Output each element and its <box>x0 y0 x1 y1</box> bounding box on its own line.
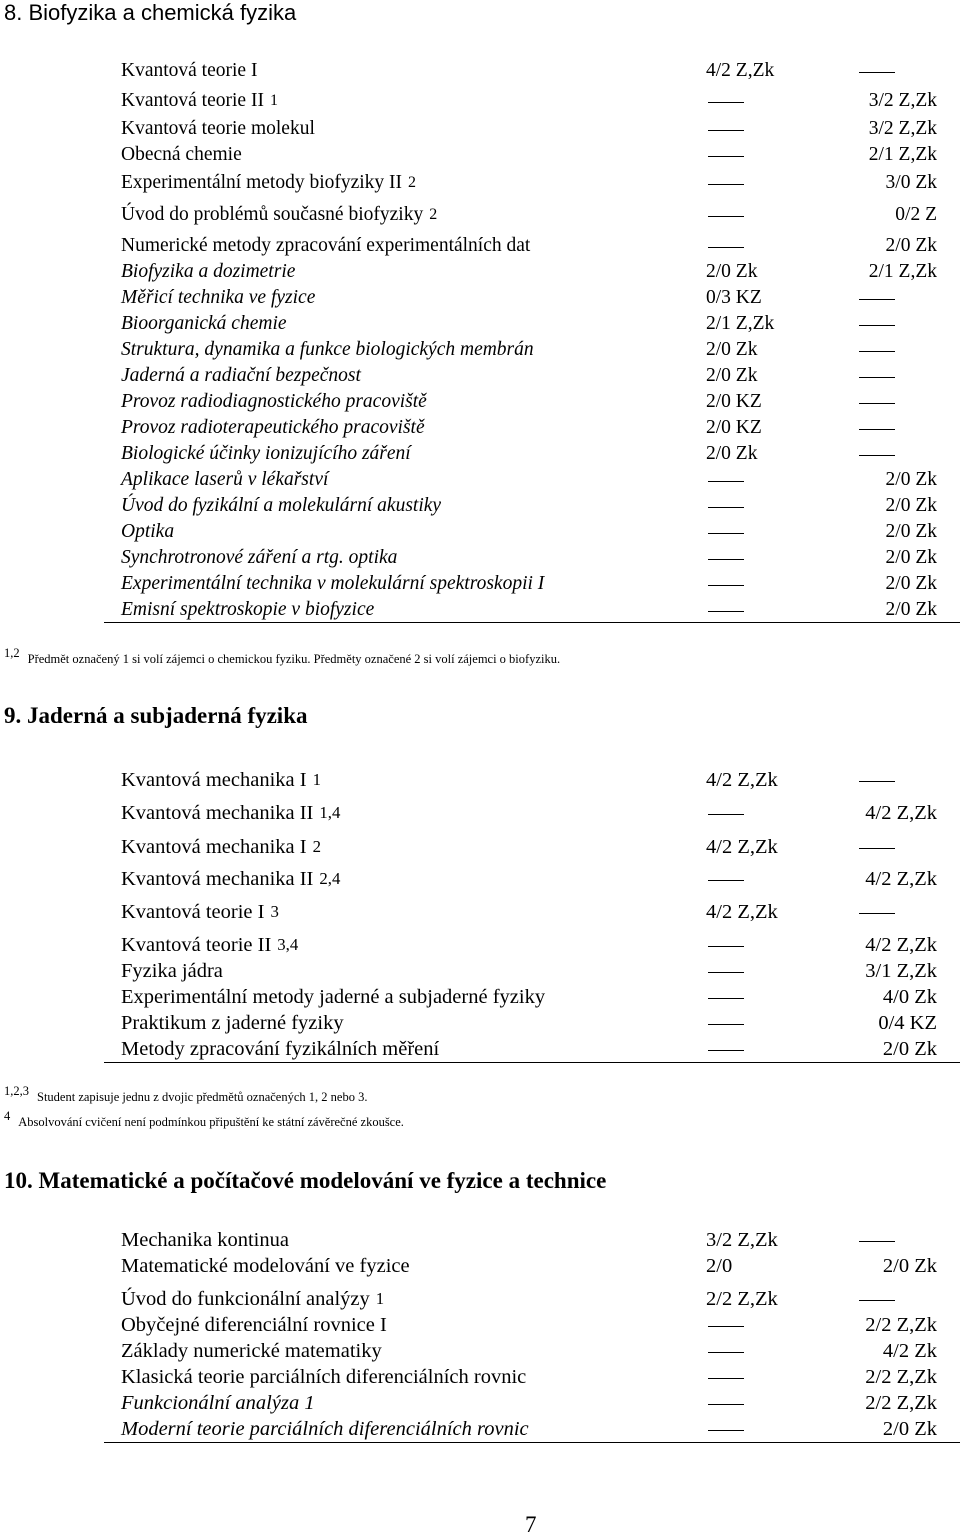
course-name <box>121 1036 439 1062</box>
winter-hours: 2/2 Z,Zk <box>706 1288 778 1310</box>
table-row <box>0 1253 960 1279</box>
course-name-text: Moderní teorie parciálních diferenciálních rovnic <box>121 1418 529 1440</box>
footnote-ref: 1 <box>312 770 321 789</box>
course-name-text: Biofyzika a dozimetrie <box>121 261 296 282</box>
course-name <box>121 1227 289 1253</box>
summer-hours: 3/1 Z,Zk <box>865 960 937 982</box>
course-name-text: Úvod do fyzikální a molekulární akustiky <box>121 495 442 516</box>
course-name-text: Úvod do problémů současné biofyziky <box>121 204 424 225</box>
winter-dash <box>708 130 744 131</box>
winter-hours: 2/0 KZ <box>706 391 762 412</box>
table-row <box>0 834 960 860</box>
footnote-ref: 1 <box>375 1289 385 1308</box>
winter-dash <box>708 1352 744 1353</box>
section10-title: 10. Matematické a počítačové modelování ve fyzice a technice <box>4 1168 607 1193</box>
summer-hours: 3/2 Z,Zk <box>868 118 937 139</box>
winter-hours: 2/0 Zk <box>706 365 758 386</box>
winter-dash <box>708 156 744 157</box>
footnote-ref: 3,4 <box>277 935 299 954</box>
course-name-text: Matematické modelování ve fyzice <box>121 1255 410 1277</box>
course-name-text: Optika <box>121 521 175 542</box>
course-name <box>121 415 425 441</box>
table-row <box>0 58 960 84</box>
winter-dash <box>708 1050 744 1051</box>
course-name-text: Měřicí technika ve fyzice <box>121 287 316 308</box>
table-row <box>0 984 960 1010</box>
table-row <box>0 800 960 826</box>
page-number: 7 <box>525 1512 537 1537</box>
course-name-text: Biologické účinky ionizujícího záření <box>121 443 411 464</box>
course-name-text: Kvantová teorie molekul <box>121 118 315 139</box>
winter-dash <box>708 1430 744 1431</box>
course-name <box>121 116 315 142</box>
table-row <box>0 1416 960 1442</box>
winter-dash <box>708 533 744 534</box>
course-name <box>121 834 321 860</box>
summer-dash <box>859 848 895 849</box>
section8-rule <box>104 622 960 623</box>
table-row <box>0 1286 960 1312</box>
table-row <box>0 170 960 196</box>
course-name-text: Obecná chemie <box>121 144 242 165</box>
course-name-text: Bioorganická chemie <box>121 313 287 334</box>
section8-footnote <box>4 646 561 667</box>
course-name <box>121 493 441 519</box>
winter-dash <box>708 880 744 881</box>
winter-dash <box>708 998 744 999</box>
table-row <box>0 958 960 984</box>
summer-hours: 2/0 Zk <box>885 521 937 542</box>
winter-hours: 4/2 Z,Zk <box>706 836 778 858</box>
course-name-text: Provoz radioterapeutického pracoviště <box>121 417 425 438</box>
course-name-text: Experimentální metody jaderné a subjaderné fyziky <box>121 986 546 1008</box>
table-row <box>0 1227 960 1253</box>
winter-dash <box>708 946 744 947</box>
winter-hours: 2/0 Zk <box>706 339 758 360</box>
summer-hours: 0/2 Z <box>895 204 937 225</box>
course-name <box>121 958 223 984</box>
course-name <box>121 1010 344 1036</box>
summer-hours: 2/0 Zk <box>885 599 937 620</box>
summer-hours: 3/2 Z,Zk <box>868 90 937 111</box>
course-name <box>121 363 361 389</box>
course-name-text: Numerické metody zpracování experimentálních dat <box>121 235 531 256</box>
table-row <box>0 571 960 597</box>
course-name-text: Experimentální technika v molekulární spektroskopii I <box>121 573 545 594</box>
table-row <box>0 866 960 892</box>
course-name-text: Kvantová mechanika II <box>121 802 314 824</box>
course-name <box>121 597 374 623</box>
winter-dash <box>708 814 744 815</box>
summer-dash <box>859 455 895 456</box>
table-row <box>0 545 960 571</box>
table-row <box>0 88 960 114</box>
table-row <box>0 311 960 337</box>
course-name <box>121 571 544 597</box>
footnote-ref: 2,4 <box>319 869 341 888</box>
footnote-ref: 1,4 <box>319 803 341 822</box>
winter-hours: 3/2 Z,Zk <box>706 1229 778 1251</box>
table-row <box>0 1390 960 1416</box>
winter-dash <box>708 611 744 612</box>
summer-hours: 4/2 Z,Zk <box>865 802 937 824</box>
course-name <box>121 984 545 1010</box>
summer-dash <box>859 377 895 378</box>
course-name-text: Kvantová teorie I <box>121 60 258 81</box>
course-name <box>121 233 530 259</box>
table-row <box>0 363 960 389</box>
footnote-text: Absolvování cvičení není podmínkou připuštění ke státní závěrečné zkoušce. <box>18 1115 404 1129</box>
section10-rule <box>104 1442 960 1443</box>
course-name <box>121 866 341 892</box>
section9-footnote-2 <box>4 1109 404 1130</box>
section8-title: 8. Biofyzika a chemická fyzika <box>4 0 297 25</box>
section9-rule <box>104 1062 960 1063</box>
section9-title: 9. Jaderná a subjaderná fyzika <box>4 703 308 728</box>
table-row <box>0 142 960 168</box>
table-row <box>0 233 960 259</box>
summer-hours: 2/0 Zk <box>885 573 937 594</box>
course-name-text: Kvantová teorie II <box>121 934 272 956</box>
summer-hours: 2/0 Zk <box>882 1255 937 1277</box>
summer-dash <box>859 429 895 430</box>
course-name <box>121 88 278 114</box>
summer-dash <box>859 72 895 73</box>
footnote-ref: 2 <box>312 837 321 856</box>
summer-dash <box>859 351 895 352</box>
winter-dash <box>708 1404 744 1405</box>
course-name <box>121 259 295 285</box>
summer-hours: 2/2 Z,Zk <box>865 1392 937 1414</box>
course-name <box>121 899 279 925</box>
course-name-text: Experimentální metody biofyziky II <box>121 172 403 193</box>
course-name-text: Fyzika jádra <box>121 960 223 982</box>
winter-dash <box>708 972 744 973</box>
winter-hours: 4/2 Z,Zk <box>706 901 778 923</box>
winter-dash <box>708 1326 744 1327</box>
summer-dash <box>859 1300 895 1301</box>
summer-dash <box>859 325 895 326</box>
summer-dash <box>859 1241 895 1242</box>
course-name <box>121 1253 410 1279</box>
footnote-marker: 1,2,3 <box>4 1084 29 1098</box>
course-name <box>121 467 328 493</box>
winter-dash <box>708 585 744 586</box>
course-name-text: Funkcionální analýza 1 <box>121 1392 315 1414</box>
summer-hours: 0/4 KZ <box>878 1012 937 1034</box>
footnote-marker: 1,2 <box>4 646 20 660</box>
table-row <box>0 1010 960 1036</box>
table-row <box>0 597 960 623</box>
course-name <box>121 767 321 793</box>
summer-dash <box>859 299 895 300</box>
course-name <box>121 337 534 363</box>
winter-dash <box>708 216 744 217</box>
footnote-text: Předmět označený 1 si volí zájemci o chemickou fyziku. Předměty označené 2 si volí zájemci o biofyziku. <box>27 652 561 666</box>
course-name <box>121 545 397 571</box>
winter-hours: 4/2 Z,Zk <box>706 60 775 81</box>
winter-dash <box>708 102 744 103</box>
course-name <box>121 932 299 958</box>
course-name-text: Mechanika kontinua <box>121 1229 289 1251</box>
winter-dash <box>708 1378 744 1379</box>
course-name <box>121 441 411 467</box>
summer-hours: 2/0 Zk <box>882 1038 937 1060</box>
table-row <box>0 389 960 415</box>
table-row <box>0 1364 960 1390</box>
summer-hours: 2/1 Z,Zk <box>868 144 937 165</box>
course-name <box>121 285 315 311</box>
winter-hours: 2/0 <box>706 1255 733 1277</box>
course-name <box>121 311 287 337</box>
summer-dash <box>859 403 895 404</box>
table-row <box>0 259 960 285</box>
summer-hours: 4/2 Z,Zk <box>865 934 937 956</box>
table-row <box>0 1338 960 1364</box>
winter-hours: 2/1 Z,Zk <box>706 313 775 334</box>
summer-hours: 2/0 Zk <box>885 547 937 568</box>
course-name-text: Kvantová mechanika I <box>121 836 307 858</box>
summer-hours: 4/2 Zk <box>882 1340 937 1362</box>
footnote-ref: 3 <box>270 902 279 921</box>
summer-hours: 2/0 Zk <box>885 235 937 256</box>
course-name-text: Obyčejné diferenciální rovnice I <box>121 1314 387 1336</box>
winter-hours: 2/0 Zk <box>706 443 758 464</box>
table-row <box>0 932 960 958</box>
summer-dash <box>859 913 895 914</box>
course-name-text: Synchrotronové záření a rtg. optika <box>121 547 398 568</box>
footnote-text: Student zapisuje jednu z dvojic předmětů označených 1, 2 nebo 3. <box>37 1090 368 1104</box>
summer-hours: 4/2 Z,Zk <box>865 868 937 890</box>
summer-hours: 2/0 Zk <box>885 469 937 490</box>
summer-hours: 2/0 Zk <box>885 495 937 516</box>
table-row <box>0 441 960 467</box>
footnote-ref: 2 <box>408 174 417 191</box>
summer-hours: 2/2 Z,Zk <box>865 1314 937 1336</box>
course-name-text: Emisní spektroskopie v biofyzice <box>121 599 375 620</box>
course-name <box>121 1416 529 1442</box>
table-row <box>0 1312 960 1338</box>
winter-hours: 0/3 KZ <box>706 287 762 308</box>
table-row <box>0 202 960 228</box>
course-name <box>121 1286 385 1312</box>
course-name-text: Základy numerické matematiky <box>121 1340 382 1362</box>
winter-dash <box>708 247 744 248</box>
course-name <box>121 1312 387 1338</box>
course-name <box>121 1390 315 1416</box>
table-row <box>0 493 960 519</box>
winter-dash <box>708 184 744 185</box>
course-name <box>121 519 174 545</box>
winter-dash <box>708 481 744 482</box>
course-name-text: Klasická teorie parciálních diferenciálních rovnic <box>121 1366 527 1388</box>
footnote-ref: 2 <box>429 206 438 223</box>
table-row <box>0 116 960 142</box>
winter-dash <box>708 507 744 508</box>
summer-hours: 2/1 Z,Zk <box>868 261 937 282</box>
course-name-text: Kvantová teorie I <box>121 901 265 923</box>
course-name <box>121 1364 526 1390</box>
course-name-text: Struktura, dynamika a funkce biologických membrán <box>121 339 534 360</box>
course-name-text: Kvantová mechanika II <box>121 868 314 890</box>
winter-hours: 4/2 Z,Zk <box>706 769 778 791</box>
table-row <box>0 899 960 925</box>
course-name-text: Jaderná a radiační bezpečnost <box>121 365 361 386</box>
table-row <box>0 767 960 793</box>
course-name-text: Aplikace laserů v lékařství <box>121 469 329 490</box>
footnote-marker: 4 <box>4 1109 11 1123</box>
table-row <box>0 1036 960 1062</box>
section9-footnote-1 <box>4 1084 368 1105</box>
course-name-text: Úvod do funkcionální analýzy <box>121 1288 370 1310</box>
course-name-text: Metody zpracování fyzikálních měření <box>121 1038 440 1060</box>
course-name <box>121 58 257 84</box>
table-row <box>0 415 960 441</box>
course-name-text: Kvantová mechanika I <box>121 769 307 791</box>
footnote-ref: 1 <box>269 92 278 109</box>
course-name-text: Praktikum z jaderné fyziky <box>121 1012 344 1034</box>
summer-hours: 3/0 Zk <box>885 172 937 193</box>
table-row <box>0 285 960 311</box>
course-name <box>121 142 242 168</box>
summer-hours: 2/2 Z,Zk <box>865 1366 937 1388</box>
winter-dash <box>708 559 744 560</box>
summer-hours: 4/0 Zk <box>882 986 937 1008</box>
course-name <box>121 389 427 415</box>
winter-hours: 2/0 Zk <box>706 261 758 282</box>
course-name-text: Kvantová teorie II <box>121 90 264 111</box>
table-row <box>0 467 960 493</box>
summer-dash <box>859 781 895 782</box>
course-name <box>121 202 438 228</box>
table-row <box>0 519 960 545</box>
winter-dash <box>708 1024 744 1025</box>
course-name <box>121 800 341 826</box>
table-row <box>0 337 960 363</box>
course-name-text: Provoz radiodiagnostického pracoviště <box>121 391 427 412</box>
course-name <box>121 170 417 196</box>
winter-hours: 2/0 KZ <box>706 417 762 438</box>
summer-hours: 2/0 Zk <box>882 1418 937 1440</box>
course-name <box>121 1338 382 1364</box>
